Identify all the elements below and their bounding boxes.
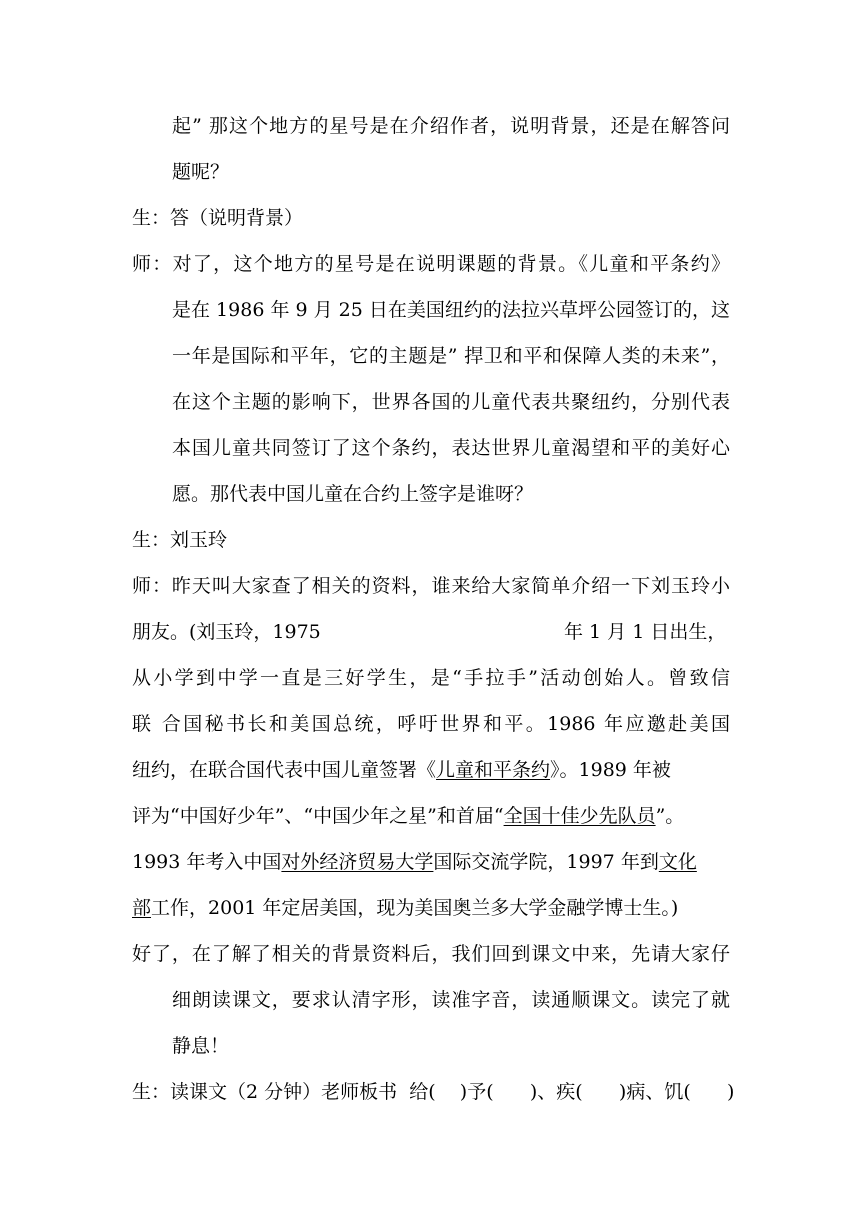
text-line-1: 起” 那这个地方的星号是在介绍作者，说明背景，还是在解答问 — [172, 115, 730, 137]
text-line-2: 题呢？ — [172, 161, 230, 183]
text-line-9: 愿。那代表中国儿童在合约上签字是谁呀？ — [172, 483, 534, 505]
university-link[interactable]: 对外经济贸易大学 — [281, 851, 434, 873]
text-line-5: 是在 1986 年 9 月 25 日在美国纽约的法拉兴草坪公园签订的，这 — [172, 299, 730, 321]
text-line-3: 生：答（说明背景） — [132, 207, 304, 229]
text-line-17-mid: 国际交流学院，1997 年到 — [433, 851, 659, 873]
text-line-18-end: 工作，2001 年定居美国，现为美国奥兰多大学金融学博士生。) — [151, 897, 679, 919]
text-line-21: 静息！ — [172, 1035, 230, 1057]
text-line-13: 从小学到中学一直是三好学生，是“手拉手”活动创始人。曾致信 — [132, 667, 730, 689]
text-line-4: 师：对了，这个地方的星号是在说明课题的背景。《儿童和平条约》 — [132, 253, 730, 275]
text-line-15-start: 纽约，在联合国代表中国儿童签署《 — [132, 759, 437, 781]
text-line-12a: 朋友。(刘玉玲，1975 — [132, 621, 321, 643]
text-line-11: 师：昨天叫大家查了相关的资料，谁来给大家简单介绍一下刘玉玲小 — [132, 575, 730, 597]
text-line-16-start: 评为“中国好少年”、“中国少年之星”和首届“ — [132, 805, 504, 827]
text-line-12b: 年 1 月 1 日出生， — [564, 621, 727, 643]
text-line-7: 在这个主题的影响下，世界各国的儿童代表共聚纽约，分别代表 — [172, 391, 730, 413]
text-line-6: 一年是国际和平年，它的主题是” 捍卫和平和保障人类的未来”， — [172, 345, 730, 367]
text-line-16 — [132, 804, 684, 828]
text-line-15-end: 》。1989 年被 — [550, 759, 671, 781]
treaty-link[interactable]: 儿童和平条约 — [436, 759, 551, 781]
text-line-22: 生：读课文（2 分钟）老师板书 给( )予( )、疾( )病、饥( ) — [132, 1081, 735, 1103]
text-line-18 — [132, 896, 678, 920]
ministry-link-part1[interactable]: 文化 — [658, 851, 697, 873]
text-line-14: 联 合国秘书长和美国总统，呼吁世界和平。1986 年应邀赴美国 — [132, 713, 730, 735]
text-line-8: 本国儿童共同签订了这个条约，表达世界儿童渴望和平的美好心 — [172, 437, 730, 459]
text-line-17 — [132, 850, 697, 874]
text-line-20: 细朗读课文，要求认清字形，读准字音，读通顺课文。读完了就 — [172, 989, 730, 1011]
text-line-16-end: ”。 — [655, 805, 685, 827]
text-line-15 — [132, 758, 671, 782]
text-line-19: 好了，在了解了相关的背景资料后，我们回到课文中来，先请大家仔 — [132, 943, 730, 965]
ministry-link-part2[interactable]: 部 — [132, 897, 152, 919]
text-line-17-start: 1993 年考入中国 — [132, 851, 282, 873]
award-link[interactable]: 全国十佳少先队员 — [503, 805, 656, 827]
text-line-10: 生：刘玉玲 — [132, 529, 228, 551]
